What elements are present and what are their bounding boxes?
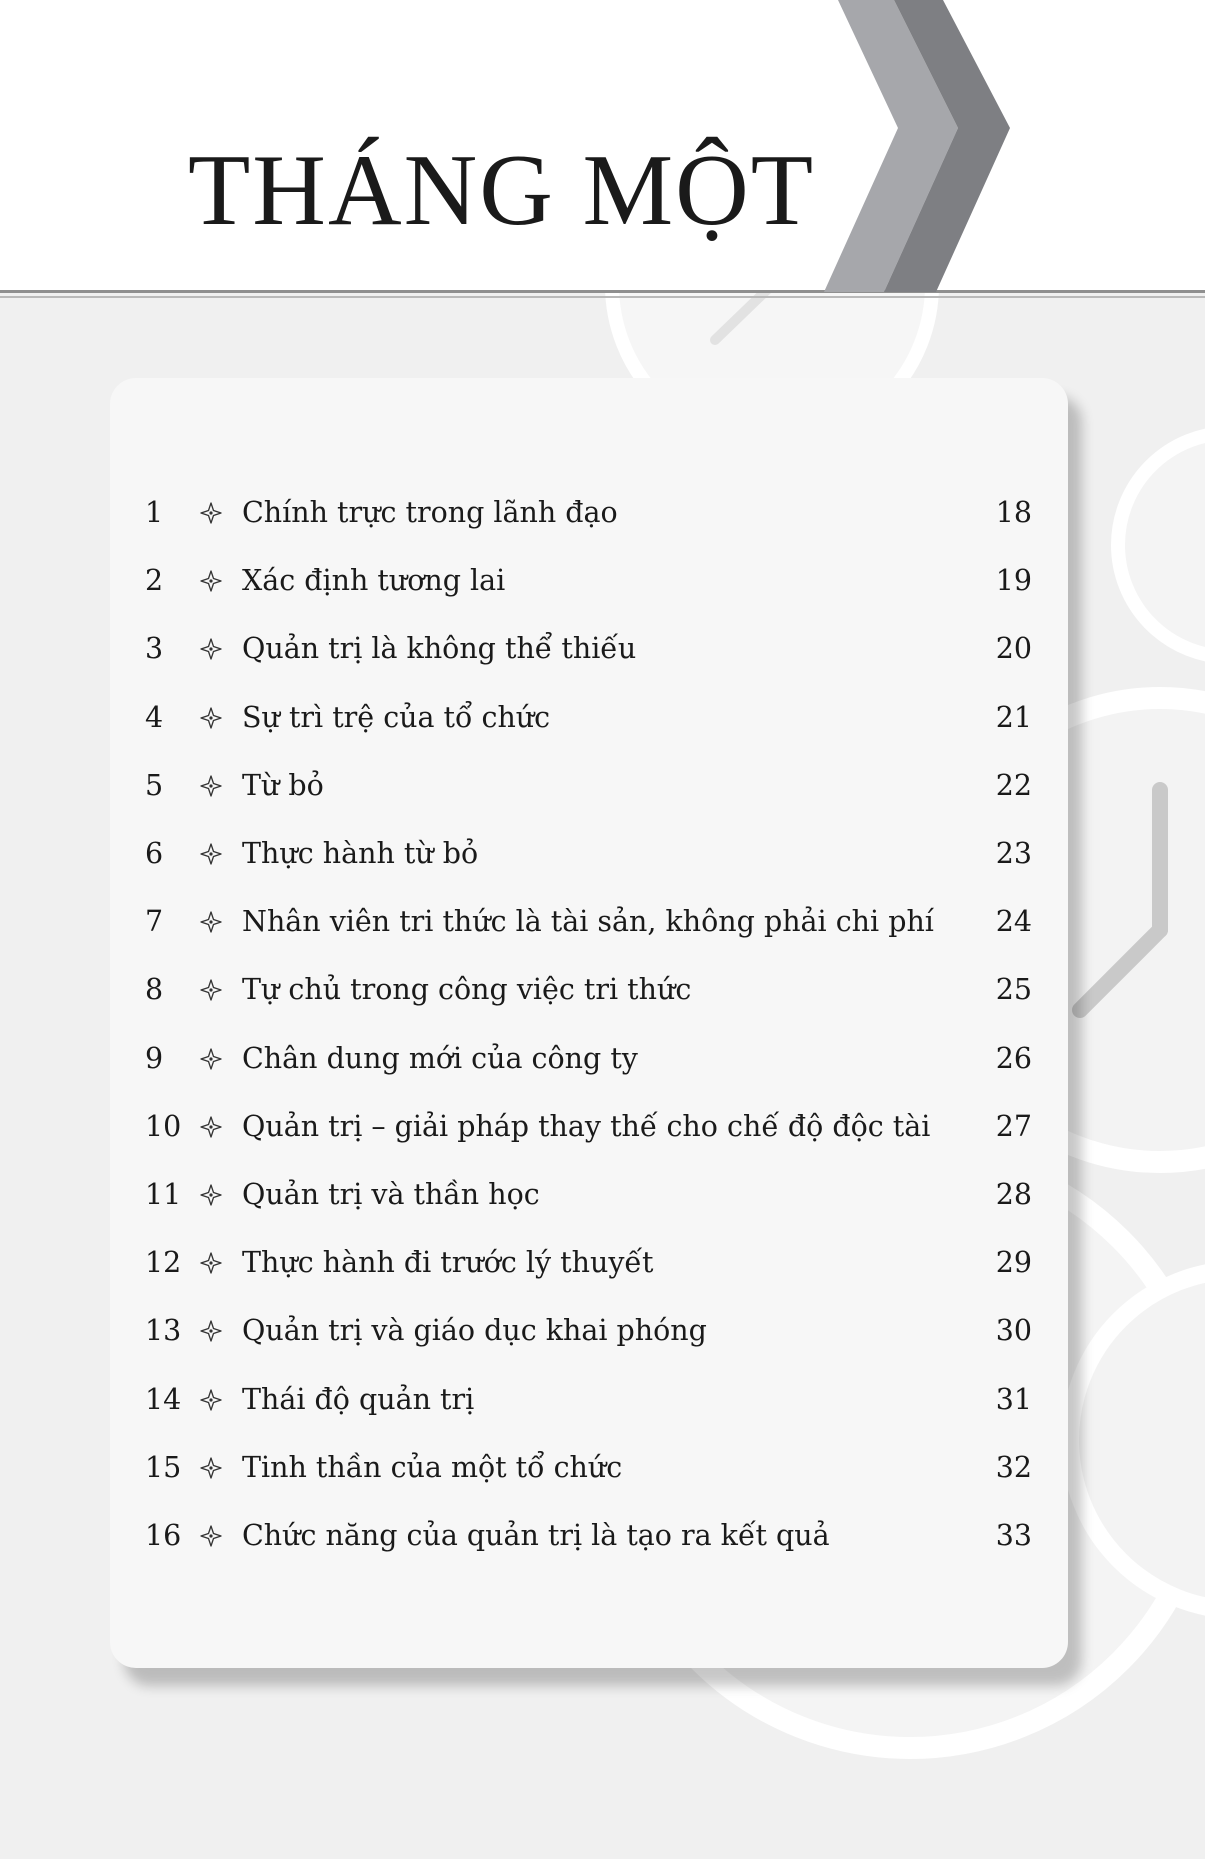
toc-page-number: 21 <box>995 700 1032 734</box>
toc-title: Quản trị là không thể thiếu <box>242 632 637 666</box>
toc-page-number: 31 <box>995 1382 1032 1416</box>
toc-number: 11 <box>145 1178 182 1211</box>
toc-number: 10 <box>145 1109 182 1143</box>
toc-row[interactable] <box>110 1370 1068 1430</box>
toc-page-number: 19 <box>995 564 1032 598</box>
toc-title: Thực hành đi trước lý thuyết <box>242 1246 654 1280</box>
toc-number: 14 <box>145 1382 182 1416</box>
toc-number: 3 <box>145 632 164 666</box>
toc-number: 7 <box>145 905 164 939</box>
toc-row[interactable] <box>110 551 1068 611</box>
toc-page-number: 29 <box>995 1246 1032 1280</box>
toc-number: 2 <box>145 564 164 598</box>
toc-title: Quản trị và thần học <box>242 1178 540 1211</box>
four-point-star-icon <box>200 911 222 933</box>
four-point-star-icon <box>200 979 222 1001</box>
four-point-star-icon <box>200 707 222 729</box>
toc-row[interactable] <box>110 1438 1068 1498</box>
toc-row[interactable] <box>110 1165 1068 1225</box>
toc-page-number: 26 <box>995 1041 1032 1075</box>
four-point-star-icon <box>200 843 222 865</box>
toc-number: 16 <box>145 1519 182 1552</box>
toc-number: 4 <box>145 700 164 734</box>
toc-title: Xác định tương lai <box>242 564 506 598</box>
toc-row[interactable] <box>110 483 1068 543</box>
toc-number: 8 <box>145 973 164 1007</box>
toc-row[interactable] <box>110 1029 1068 1089</box>
toc-page-number: 30 <box>995 1314 1032 1348</box>
toc-number: 5 <box>145 768 164 802</box>
toc-title: Chính trực trong lãnh đạo <box>242 496 618 529</box>
toc-page-number: 23 <box>995 837 1032 870</box>
toc-title: Tinh thần của một tổ chức <box>242 1450 623 1484</box>
toc-page-number: 18 <box>995 496 1032 529</box>
four-point-star-icon <box>200 570 222 592</box>
toc-title: Quản trị và giáo dục khai phóng <box>242 1314 707 1348</box>
page-title: THÁNG MỘT <box>188 134 816 247</box>
toc-row[interactable] <box>110 892 1068 952</box>
toc-title: Tự chủ trong công việc tri thức <box>242 973 692 1007</box>
four-point-star-icon <box>200 638 222 660</box>
toc-title: Chân dung mới của công ty <box>242 1041 638 1075</box>
toc-page-number: 33 <box>995 1519 1032 1552</box>
toc-title: Nhân viên tri thức là tài sản, không phải chi phí <box>242 905 934 939</box>
four-point-star-icon <box>200 1525 222 1547</box>
four-point-star-icon <box>200 1048 222 1070</box>
toc-title: Chức năng của quản trị là tạo ra kết quả <box>242 1519 830 1552</box>
four-point-star-icon <box>200 1457 222 1479</box>
toc-page-number: 32 <box>995 1450 1032 1484</box>
toc-number: 12 <box>145 1246 182 1280</box>
toc-title: Thái độ quản trị <box>242 1382 475 1416</box>
toc-row[interactable] <box>110 1506 1068 1566</box>
toc-page-number: 22 <box>995 768 1032 802</box>
toc-title: Từ bỏ <box>242 768 324 802</box>
toc-page-number: 24 <box>995 905 1032 939</box>
toc-page-number: 28 <box>995 1178 1032 1211</box>
toc-title: Sự trì trệ của tổ chức <box>242 700 551 734</box>
toc-number: 9 <box>145 1041 164 1075</box>
toc-row[interactable] <box>110 960 1068 1020</box>
toc-row[interactable] <box>110 756 1068 816</box>
toc-page-number: 27 <box>995 1109 1032 1143</box>
toc-title: Quản trị – giải pháp thay thế cho chế độ độc tài <box>242 1109 931 1143</box>
four-point-star-icon <box>200 1116 222 1138</box>
toc-row[interactable] <box>110 619 1068 679</box>
toc-number: 1 <box>145 496 164 529</box>
four-point-star-icon <box>200 502 222 524</box>
toc-row[interactable] <box>110 688 1068 748</box>
toc-number: 6 <box>145 837 164 870</box>
toc-number: 15 <box>145 1450 182 1484</box>
toc-card <box>110 378 1068 1668</box>
toc-row[interactable] <box>110 1233 1068 1293</box>
four-point-star-icon <box>200 1320 222 1342</box>
toc-row[interactable] <box>110 1301 1068 1361</box>
toc-row[interactable] <box>110 824 1068 884</box>
toc-page-number: 25 <box>995 973 1032 1007</box>
clock-icon <box>1118 433 1205 657</box>
toc-title: Thực hành từ bỏ <box>242 837 479 870</box>
toc-row[interactable] <box>110 1097 1068 1157</box>
toc-page-number: 20 <box>995 632 1032 666</box>
toc-number: 13 <box>145 1314 182 1348</box>
four-point-star-icon <box>200 1252 222 1274</box>
four-point-star-icon <box>200 775 222 797</box>
four-point-star-icon <box>200 1184 222 1206</box>
four-point-star-icon <box>200 1389 222 1411</box>
